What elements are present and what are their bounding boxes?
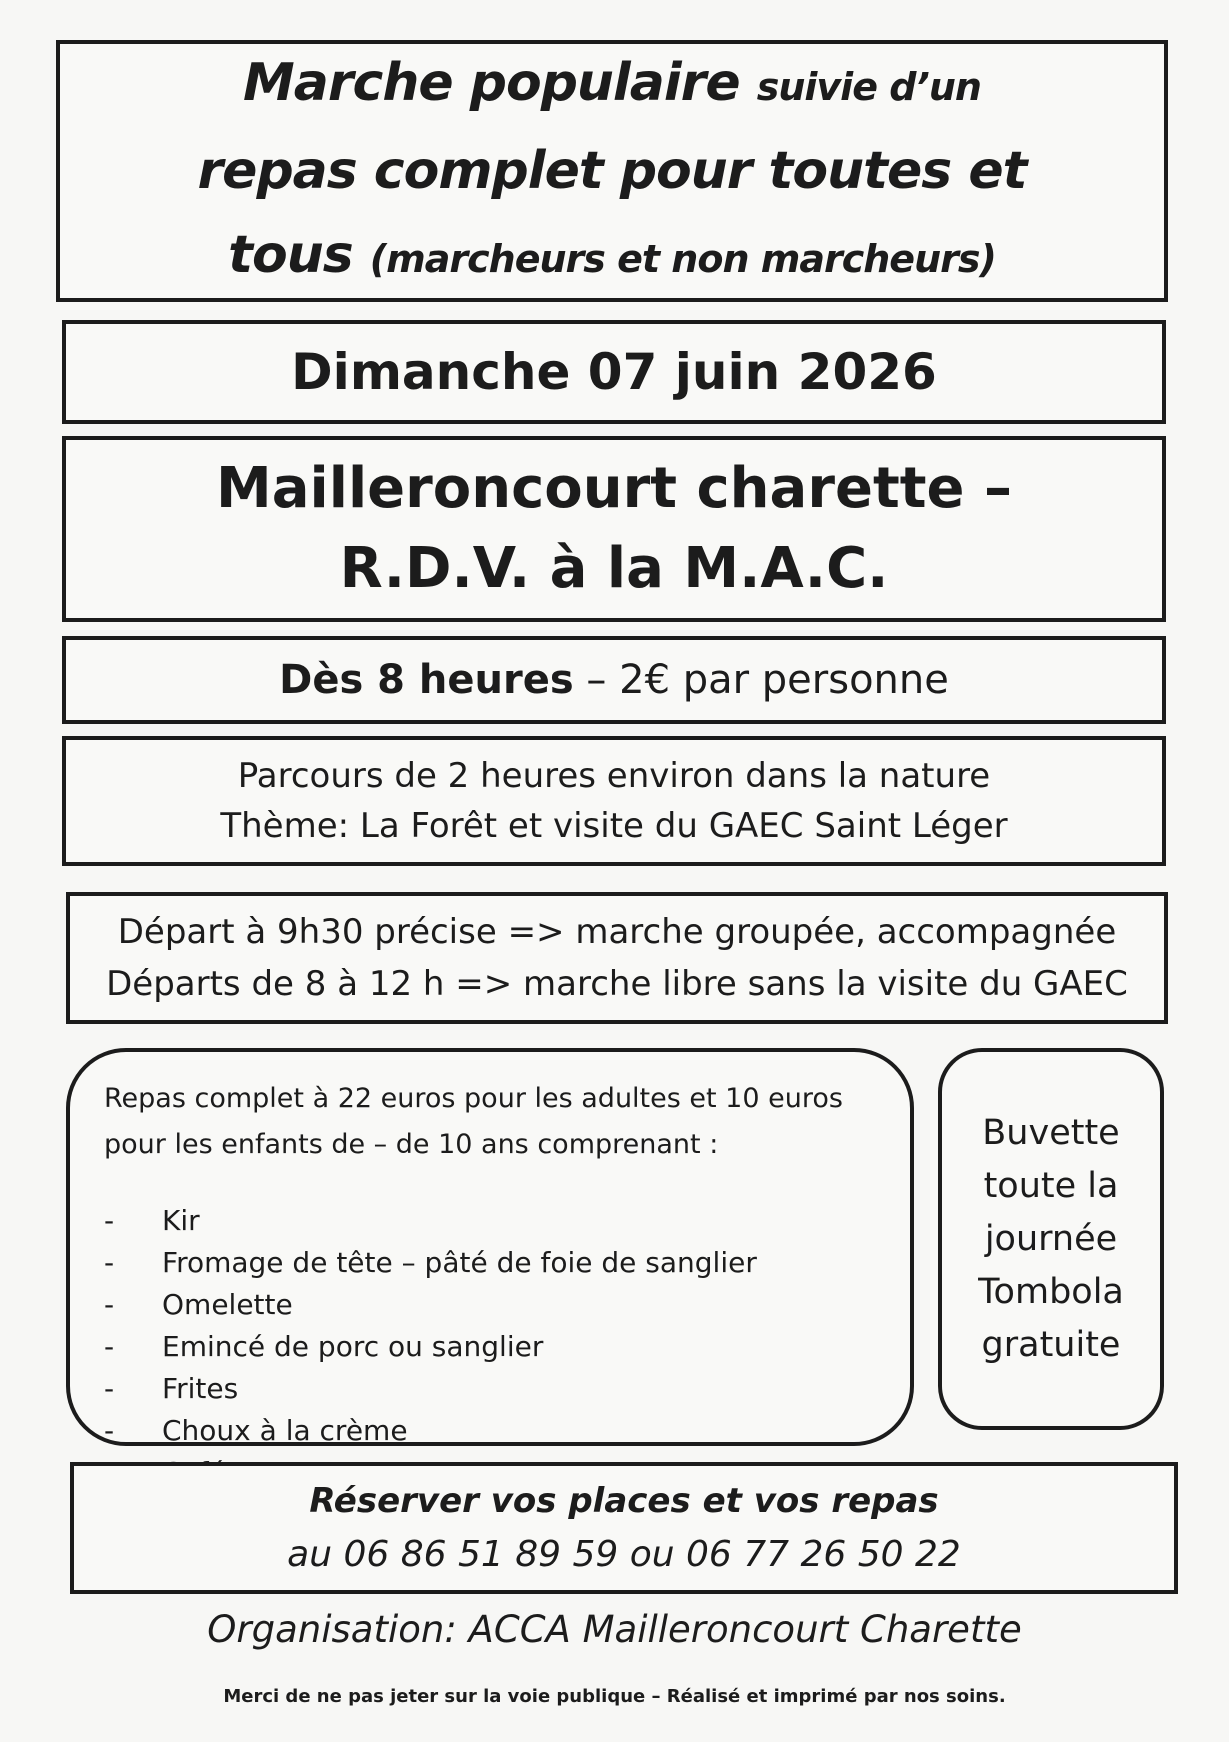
departures-box (66, 892, 1168, 1024)
time-box (62, 636, 1166, 724)
meal-intro-line-1: Repas complet à 22 euros pour les adultes et 10 euros (104, 1083, 843, 1114)
meal-list (104, 1200, 757, 1494)
list-item: - Fromage de tête – pâté de foie de sanglier (104, 1246, 757, 1279)
departure-line-2: Départs de 8 à 12 h => marche libre sans la visite du GAEC (106, 964, 1128, 1004)
title-line-2: repas complet pour toutes et (197, 141, 1027, 201)
title-line-1-main: Marche populaire (243, 53, 740, 113)
list-item: - Frites (104, 1372, 239, 1405)
meal-box (66, 1048, 914, 1446)
route-line-2: Thème: La Forêt et visite du GAEC Saint Léger (220, 806, 1008, 846)
reservation-box (70, 1462, 1178, 1594)
event-date: Dimanche 07 juin 2026 (291, 343, 937, 401)
reservation-heading: Réserver vos places et vos repas (309, 1481, 939, 1521)
place-line-1: Mailleroncourt charette – (216, 456, 1012, 521)
title-box (56, 40, 1168, 302)
buvette-box (938, 1048, 1164, 1430)
organisation: Organisation: ACCA Mailleroncourt Charette (207, 1608, 1022, 1651)
title-line-1-small: suivie d’un (756, 65, 981, 109)
buvette-line: Buvette (982, 1112, 1120, 1153)
meal-intro-line-2: pour les enfants de – de 10 ans comprenant : (104, 1129, 719, 1160)
title-line-3-small: (marcheurs et non marcheurs) (369, 237, 996, 281)
place-box (62, 436, 1166, 622)
list-item: - Choux à la crème (104, 1414, 408, 1447)
route-box (62, 736, 1166, 866)
date-box (62, 320, 1166, 424)
list-item: - Omelette (104, 1288, 293, 1321)
buvette-line: toute la (983, 1165, 1119, 1206)
reservation-phones: au 06 86 51 89 59 ou 06 77 26 50 22 (287, 1534, 961, 1575)
list-item: - Kir (104, 1204, 200, 1237)
footer-note: Merci de ne pas jeter sur la voie publique – Réalisé et imprimé par nos soins. (223, 1686, 1006, 1707)
departure-line-1: Départ à 9h30 précise => marche groupée, accompagnée (117, 912, 1117, 952)
title-line-3 (228, 213, 996, 301)
title-line-3-main: tous (228, 225, 353, 285)
list-item: - Emincé de porc ou sanglier (104, 1330, 544, 1363)
meal-intro (104, 1076, 894, 1168)
buvette-line: journée (984, 1218, 1118, 1259)
time-line (279, 657, 949, 703)
route-line-1: Parcours de 2 heures environ dans la nature (237, 756, 991, 796)
buvette-line: Tombola (978, 1271, 1124, 1312)
place-line-2: R.D.V. à la M.A.C. (339, 536, 889, 601)
price: – 2€ par personne (573, 657, 949, 703)
title-line-1 (243, 41, 981, 129)
start-time: Dès 8 heures (279, 657, 574, 703)
buvette-line: gratuite (981, 1324, 1121, 1365)
